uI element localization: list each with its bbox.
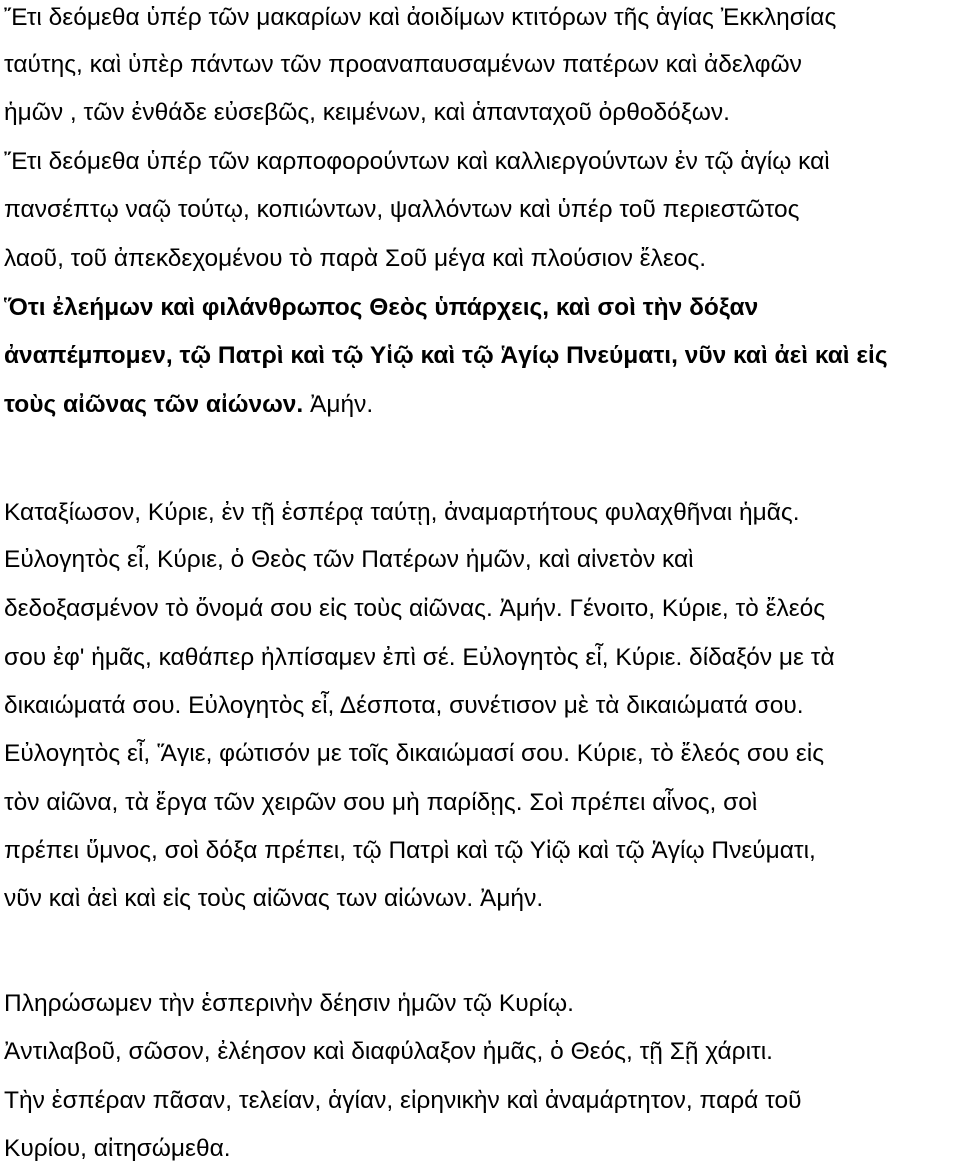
paragraph-1-line-1: Ἔτι δεόμεθα ὑπέρ τῶν μακαρίων καὶ ἀοιδίμων κτιτόρων τῆς ἁγίας Ἐκκλησίας [4, 4, 837, 31]
paragraph-2-line-3: λαοῦ, τοῦ ἀπεκδεχομένου τὸ παρὰ Σοῦ μέγα καὶ πλούσιον ἔλεος. [4, 245, 707, 272]
paragraph-5-line-3: Τὴν ἑσπέραν πᾶσαν, τελείαν, ἁγίαν, εἰρηνικὴν καὶ ἀναμάρτητον, παρά τοῦ [4, 1087, 802, 1114]
paragraph-2-line-1: Ἔτι δεόμεθα ὑπέρ τῶν καρποφορούντων καὶ καλλιεργούντων ἐν τῷ ἁγίῳ καὶ [4, 148, 830, 175]
paragraph-5-line-2: Ἀντιλαβοῦ, σῶσον, ἐλέησον καὶ διαφύλαξον ἡμᾶς, ὁ Θεός, τῇ Σῇ χάριτι. [4, 1038, 773, 1065]
paragraph-3-line-2: ἀναπέμπομεν, τῷ Πατρὶ καὶ τῷ Υἱῷ καὶ τῷ Ἁγίῳ Πνεύματι, νῦν καὶ ἀεὶ καὶ εἰς [4, 342, 888, 369]
paragraph-5-line-1: Πληρώσωμεν τὴν ἑσπερινὴν δέησιν ἡμῶν τῷ Κυρίῳ. [4, 990, 574, 1017]
paragraph-1-line-3: ἡμῶν , τῶν ἐνθάδε εὐσεβῶς, κειμένων, καὶ ἁπανταχοῦ ὀρθοδόξων. [4, 99, 730, 126]
paragraph-4-line-2: Εὐλογητὸς εἶ, Κύριε, ὁ Θεὸς τῶν Πατέρων ἡμῶν, καὶ αἰνετὸν καὶ [4, 546, 694, 573]
paragraph-4-line-6: Εὐλογητὸς εἶ, Ἅγιε, φώτισόν με τοῖς δικαιώμασί σου. Κύριε, τὸ ἔλεός σου εἰς [4, 740, 825, 767]
paragraph-4-line-1: Καταξίωσον, Κύριε, ἐν τῇ ἑσπέρᾳ ταύτῃ, ἀναμαρτήτους φυλαχθῆναι ἡμᾶς. [4, 499, 800, 526]
paragraph-3-line-1: Ὅτι ἐλεήμων καὶ φιλάνθρωπος Θεὸς ὑπάρχεις, καὶ σοὶ τὴν δόξαν [4, 294, 759, 321]
paragraph-4-line-8: πρέπει ὕμνος, σοὶ δόξα πρέπει, τῷ Πατρὶ καὶ τῷ Υἱῷ καὶ τῷ Ἁγίῳ Πνεύματι, [4, 837, 816, 864]
paragraph-4-line-4: σου ἐφ' ἡμᾶς, καθάπερ ἠλπίσαμεν ἐπὶ σέ. Εὐλογητὸς εἶ, Κύριε. δίδαξόν με τὰ [4, 644, 835, 671]
paragraph-3-line-3-text: τοὺς αἰῶνας τῶν αἰώνων. [4, 391, 304, 418]
paragraph-4-line-9: νῦν καὶ ἀεὶ καὶ εἰς τοὺς αἰῶνας των αἰώνων. Ἀμήν. [4, 885, 544, 912]
paragraph-5-line-4: Κυρίου, αἰτησώμεθα. [4, 1135, 231, 1162]
paragraph-4-line-3: δεδοξασμένον τὸ ὄνομά σου εἰς τοὺς αἰῶνας. Ἀμήν. Γένοιτο, Κύριε, τὸ ἔλεός [4, 595, 826, 622]
paragraph-3-line-3 [4, 388, 373, 422]
paragraph-2-line-2: πανσέπτῳ ναῷ τούτῳ, κοπιώντων, ψαλλόντων καὶ ὑπέρ τοῦ περιεστῶτος [4, 196, 800, 223]
paragraph-4-line-7: τὸν αἰῶνα, τὰ ἔργα τῶν χειρῶν σου μὴ παρίδῃς. Σοὶ πρέπει αἶνος, σοὶ [4, 789, 758, 816]
paragraph-1-line-2: ταύτης, καὶ ὑπὲρ πάντων τῶν προαναπαυσαμένων πατέρων καὶ ἀδελφῶν [4, 51, 802, 78]
paragraph-4-line-5: δικαιώματά σου. Εὐλογητὸς εἶ, Δέσποτα, συνέτισον μὲ τὰ δικαιώματά σου. [4, 692, 804, 719]
paragraph-3-amen: Ἀμήν. [310, 391, 374, 418]
